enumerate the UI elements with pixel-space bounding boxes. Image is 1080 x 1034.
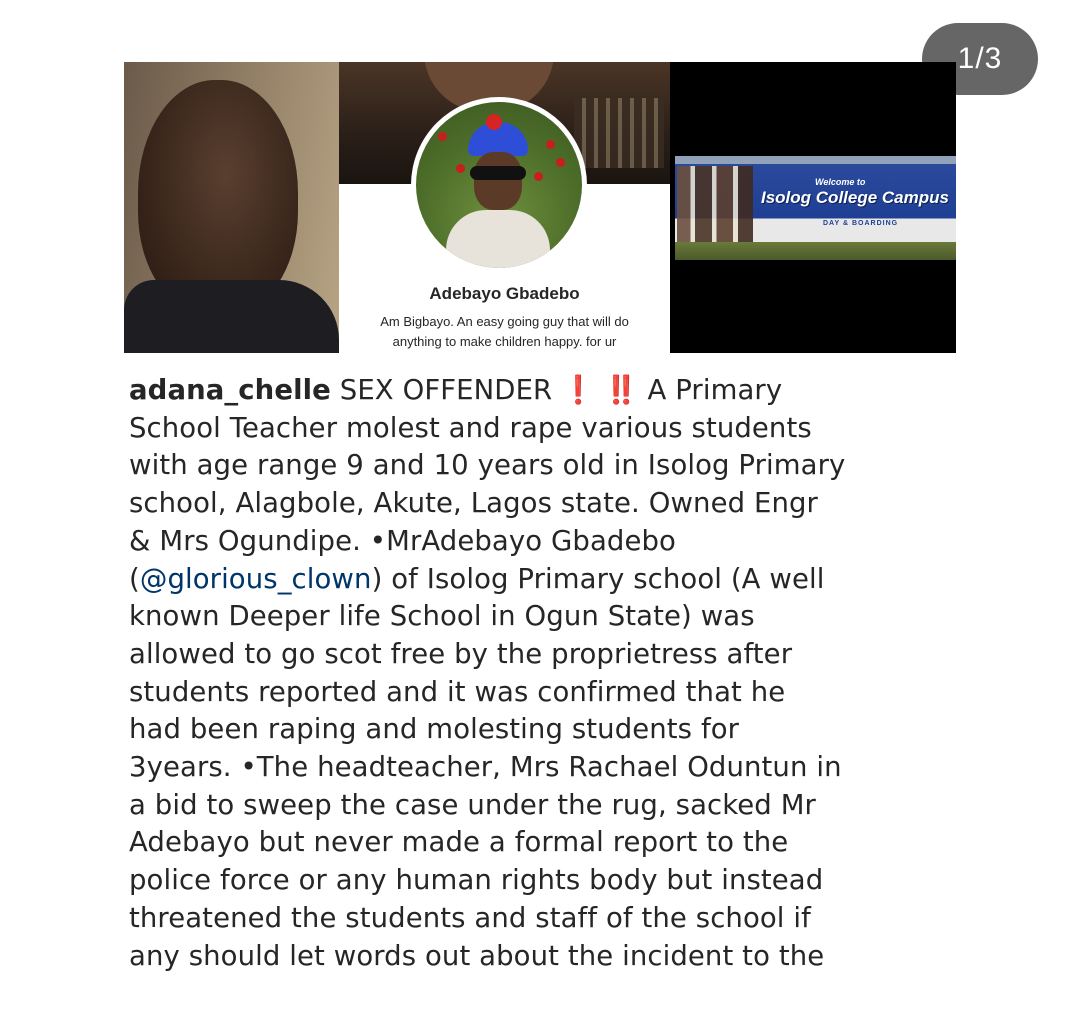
- caption-line: police force or any human rights body but instead: [129, 864, 824, 897]
- profile-name: Adebayo Gbadebo: [429, 284, 580, 303]
- post-caption: [129, 372, 949, 975]
- caption-line: a bid to sweep the case under the rug, sacked Mr: [129, 788, 816, 821]
- caption-line: had been raping and molesting students for: [129, 713, 740, 746]
- post-image-collage[interactable]: [124, 62, 956, 353]
- avatar: [411, 97, 587, 273]
- caption-line: school, Alagbole, Akute, Lagos state. Owned Engr: [129, 487, 818, 520]
- caption-line: allowed to go scot free by the proprietress after: [129, 637, 793, 670]
- mention-link[interactable]: @glorious_clown: [139, 562, 372, 595]
- caption-line: (@glorious_clown) of Isolog Primary school (A well: [129, 562, 825, 595]
- campus-sign-photo: [670, 62, 956, 353]
- caption-line: known Deeper life School in Ogun State) was: [129, 600, 755, 633]
- caption-line: 3years. •The headteacher, Mrs Rachael Oduntun in: [129, 751, 842, 784]
- caption-line: threatened the students and staff of the school if: [129, 901, 811, 934]
- caption-line: adana_chelle SEX OFFENDER ❗ ‼️ A Primary: [129, 374, 783, 406]
- caption-line: with age range 9 and 10 years old in Isolog Primary: [129, 449, 846, 482]
- campus-billboard: [675, 164, 956, 242]
- caption-line: & Mrs Ogundipe. •MrAdebayo Gbadebo: [129, 524, 676, 557]
- exclamation-icon: ❗: [561, 374, 596, 406]
- man-portrait-photo: [124, 62, 339, 353]
- caption-line: Adebayo but never made a formal report to the: [129, 826, 789, 859]
- carousel-counter: 1/3: [922, 23, 1038, 95]
- double-exclamation-icon: ‼️: [604, 374, 639, 406]
- caption-line: School Teacher molest and rape various students: [129, 411, 812, 444]
- billboard-welcome: Welcome to: [815, 177, 866, 187]
- caption-line: any should let words out about the incident to the: [129, 939, 825, 972]
- profile-bio: Am Bigbayo. An easy going guy that will do anything to make children happy. for ur: [380, 314, 629, 349]
- billboard-subtitle: DAY & BOARDING: [823, 220, 899, 227]
- caption-line: students reported and it was confirmed that he: [129, 675, 786, 708]
- billboard-title: Isolog College Campus: [761, 188, 949, 207]
- profile-screenshot: [339, 62, 670, 353]
- username-link[interactable]: adana_chelle: [129, 374, 331, 406]
